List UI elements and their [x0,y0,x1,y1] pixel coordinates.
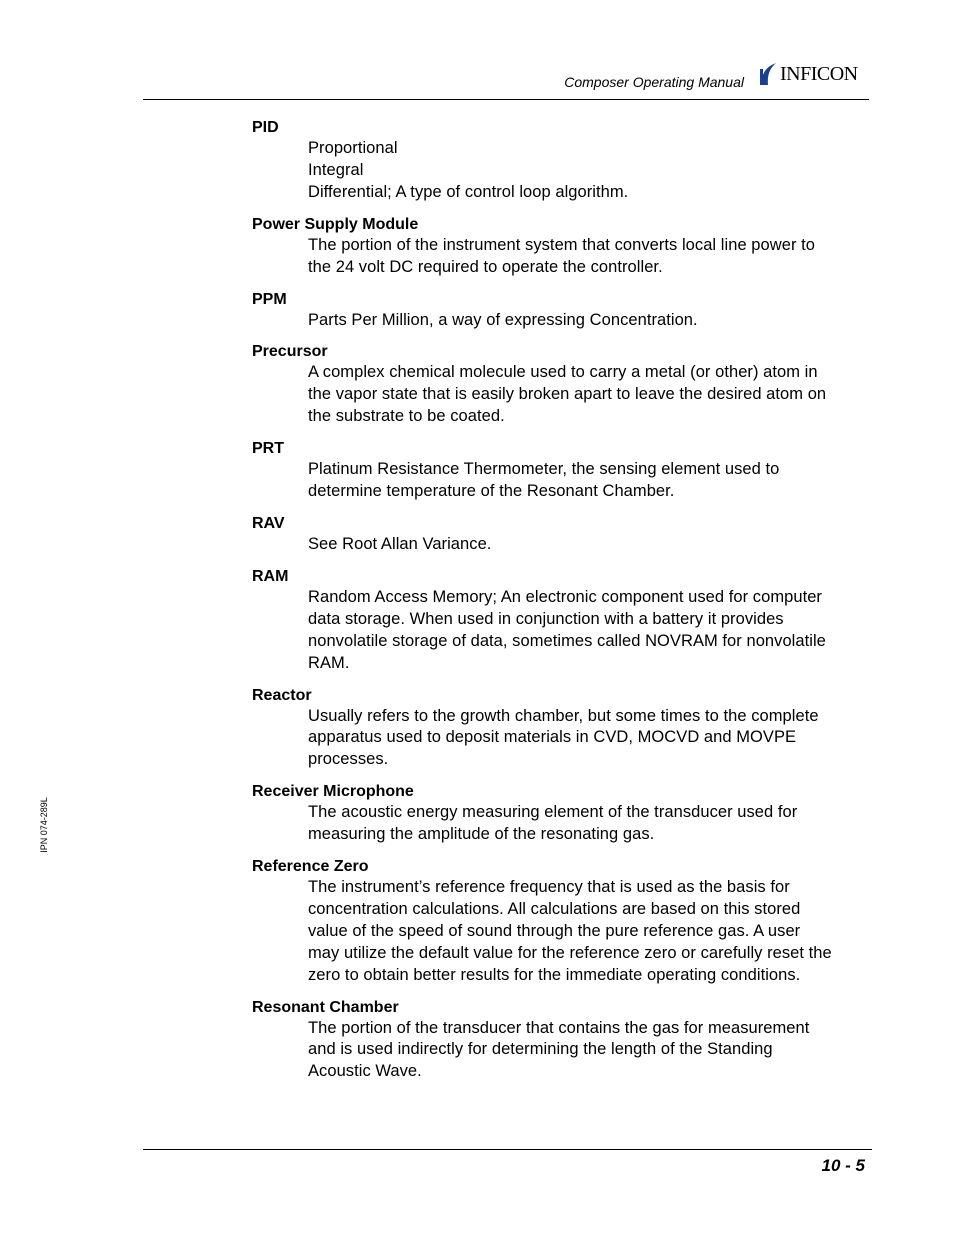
glossary-term: Receiver Microphone [252,783,414,801]
glossary-entry [252,341,872,428]
definition-line: measuring the amplitude of the resonating gas. [308,825,655,844]
inficon-logo-icon [758,61,778,87]
inficon-logo [758,60,858,88]
definition-line: Differential; A type of control loop algorithm. [308,182,629,201]
glossary-definition [308,459,872,503]
definition-line: processes. [308,750,389,769]
definition-line: Proportional [308,139,398,157]
definition-line: data storage. When used in conjunction with a battery it provides [308,609,784,628]
glossary-definition [308,706,872,772]
definition-line: The portion of the transducer that contains the gas for measurement [308,1018,810,1037]
document-title: Composer Operating Manual [564,74,744,90]
definition-line: the substrate to be coated. [308,407,505,426]
glossary-list [252,117,872,1093]
definition-line: value of the speed of sound through the pure reference gas. A user [308,921,801,940]
glossary-definition [308,235,872,279]
glossary-definition [308,877,872,987]
glossary-entry [252,997,872,1084]
glossary-definition [308,534,872,556]
part-number-label: IPN 074-289L [39,797,49,853]
footer-rule [143,1149,872,1150]
glossary-term: RAM [252,567,289,585]
definition-line: zero to obtain better results for the immediate operating conditions. [308,965,801,984]
glossary-term: Power Supply Module [252,215,419,233]
definition-line: The instrument’s reference frequency that is used as the basis for [308,878,790,897]
glossary-term: RAV [252,514,285,532]
glossary-term: Reactor [252,686,312,704]
glossary-definition [308,1018,872,1084]
definition-line: the 24 volt DC required to operate the controller. [308,257,663,276]
glossary-definition [308,587,872,675]
glossary-entry [252,289,872,332]
glossary-term: Reference Zero [252,858,369,876]
definition-line: apparatus used to deposit materials in CVD, MOCVD and MOVPE [308,728,797,747]
glossary-term: Resonant Chamber [252,998,399,1016]
definition-line: concentration calculations. All calculations are based on this stored [308,899,801,918]
definition-line: and is used indirectly for determining the length of the Standing [308,1040,773,1059]
definition-line: See Root Allan Variance. [308,534,492,553]
glossary-entry [252,438,872,503]
glossary-term: PPM [252,290,287,308]
definition-line: RAM. [308,653,350,672]
glossary-term: Precursor [252,343,328,361]
glossary-definition [308,138,872,204]
glossary-entry [252,566,872,675]
page-number: 10 - 5 [821,1156,865,1175]
glossary-entry [252,117,872,204]
definition-line: Integral [308,160,364,179]
glossary-entry [252,856,872,987]
glossary-term: PRT [252,440,284,458]
definition-line: The acoustic energy measuring element of the transducer used for [308,803,798,822]
definition-line: Platinum Resistance Thermometer, the sensing element used to [308,460,780,479]
glossary-definition [308,362,872,428]
glossary-entry [252,781,872,846]
definition-line: Usually refers to the growth chamber, but some times to the complete [308,706,819,725]
glossary-entry [252,214,872,279]
glossary-term: PID [252,119,279,136]
definition-line: Acoustic Wave. [308,1062,422,1081]
logo-text: INFICON [780,63,858,85]
glossary-definition [308,310,872,332]
glossary-entry [252,685,872,772]
header-rule [143,99,869,100]
definition-line: nonvolatile storage of data, sometimes called NOVRAM for nonvolatile [308,631,826,650]
definition-line: Random Access Memory; An electronic component used for computer [308,587,822,606]
definition-line: may utilize the default value for the reference zero or carefully reset the [308,943,832,962]
definition-line: the vapor state that is easily broken apart to leave the desired atom on [308,385,827,404]
definition-line: The portion of the instrument system that converts local line power to [308,235,815,254]
definition-line: determine temperature of the Resonant Chamber. [308,482,675,501]
definition-line: Parts Per Million, a way of expressing Concentration. [308,310,698,329]
definition-line: A complex chemical molecule used to carry a metal (or other) atom in [308,363,818,382]
glossary-definition [308,802,872,846]
glossary-entry [252,513,872,556]
